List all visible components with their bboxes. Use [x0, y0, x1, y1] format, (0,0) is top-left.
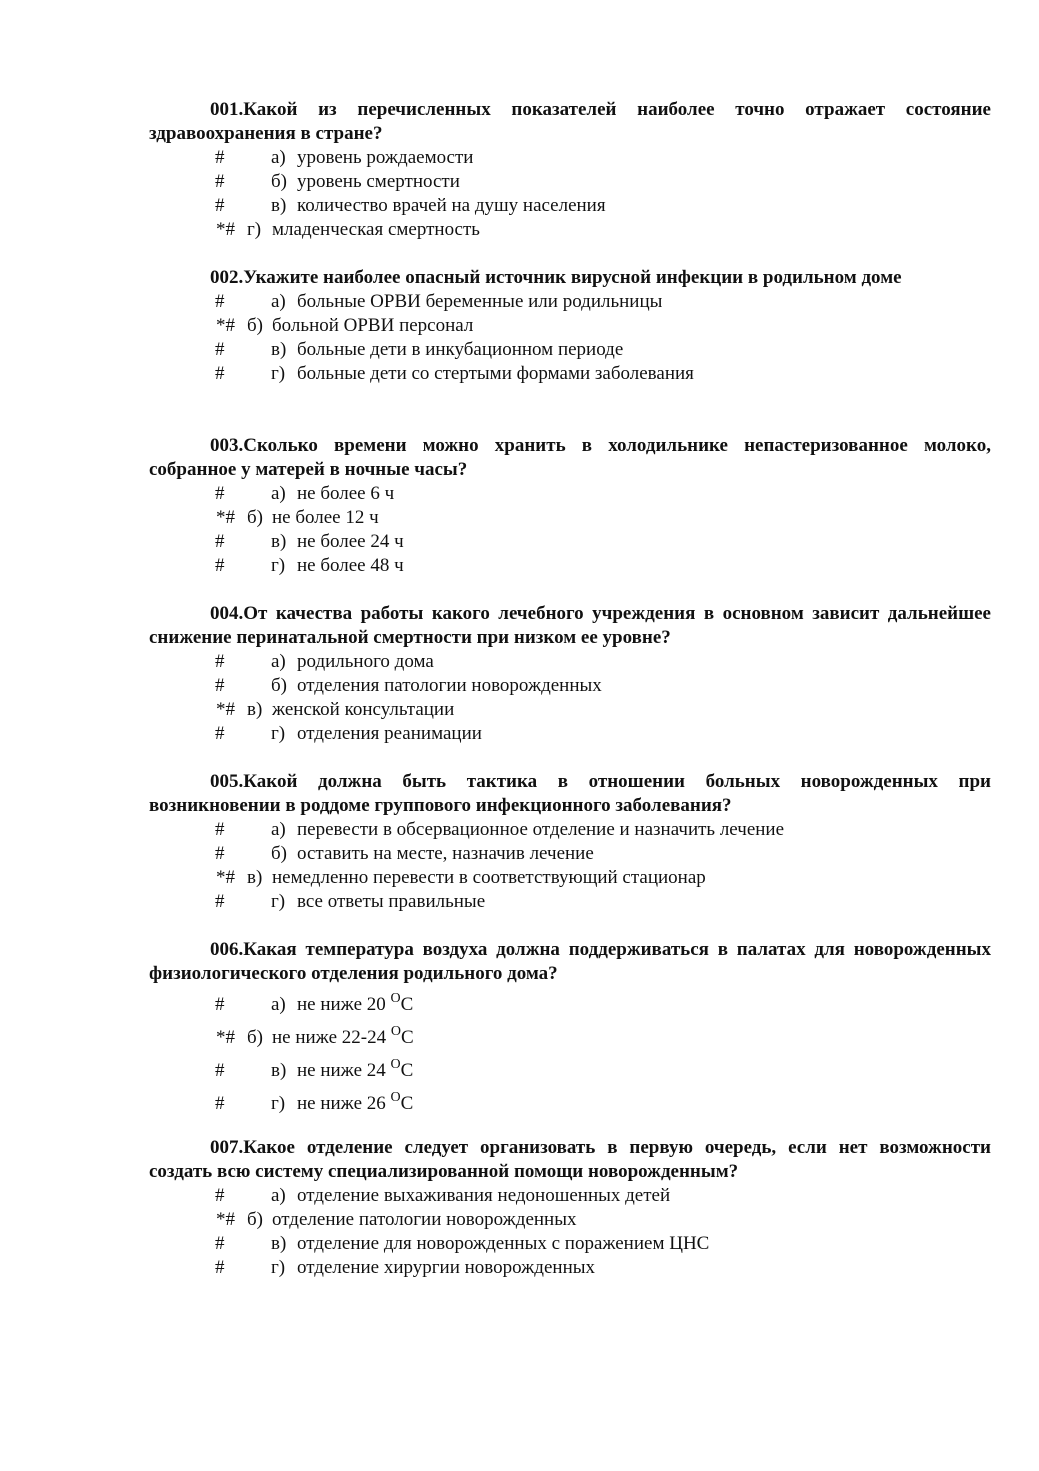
unit-label: C — [400, 994, 414, 1015]
answer-option — [149, 482, 991, 506]
option-letter: г) — [271, 1257, 286, 1278]
option-mark: # — [215, 1233, 225, 1254]
answer-option — [149, 170, 991, 194]
option-letter: в) — [271, 339, 287, 360]
answer-option — [149, 1232, 991, 1256]
answer-option — [149, 722, 991, 746]
option-mark: # — [215, 339, 225, 360]
question-text: 001.Какой из перечисленных показателей наиболее точно отражает состояние здравоохранения в стране? — [149, 99, 991, 144]
option-mark: *# — [216, 315, 235, 336]
option-text: не ниже 26 — [297, 1093, 391, 1114]
question-block — [149, 266, 991, 386]
option-text: уровень смертности — [297, 171, 460, 192]
option-mark: # — [215, 1257, 225, 1278]
option-letter: в) — [271, 531, 287, 552]
option-mark: # — [215, 1185, 225, 1206]
question-block — [149, 602, 991, 746]
option-letter: б) — [247, 507, 263, 528]
answer-option — [149, 290, 991, 314]
option-mark: # — [215, 147, 225, 168]
option-mark: *# — [216, 1209, 235, 1230]
correct-answer-option — [149, 218, 991, 242]
option-text: не более 6 ч — [297, 483, 395, 504]
option-mark: *# — [216, 867, 235, 888]
degree-sign: O — [390, 1090, 401, 1105]
option-text: отделения патологии новорожденных — [297, 675, 602, 696]
option-text: не более 12 ч — [272, 507, 379, 528]
option-letter: в) — [271, 1060, 287, 1081]
option-letter: б) — [247, 315, 263, 336]
answer-option — [149, 1087, 991, 1120]
option-mark: # — [215, 994, 225, 1015]
option-letter: б) — [271, 171, 287, 192]
option-letter: в) — [247, 699, 263, 720]
option-text: родильного дома — [297, 651, 434, 672]
correct-answer-option — [149, 506, 991, 530]
unit-label: C — [400, 1060, 414, 1081]
answer-option — [149, 554, 991, 578]
option-text: не более 24 ч — [297, 531, 404, 552]
option-letter: а) — [271, 291, 286, 312]
option-text: отделение патологии новорожденных — [272, 1209, 577, 1230]
option-letter: а) — [271, 483, 286, 504]
option-text: количество врачей на душу населения — [297, 195, 606, 216]
option-letter: г) — [271, 891, 286, 912]
option-text: немедленно перевести в соответствующий стационар — [272, 867, 706, 888]
option-text-group — [297, 1087, 413, 1120]
option-mark: # — [215, 483, 225, 504]
unit-label: C — [400, 1093, 414, 1114]
question-text: 006.Какая температура воздуха должна поддерживаться в палатах для новорожденных физиологического отделения родильного дома? — [149, 939, 991, 984]
option-text: не ниже 20 — [297, 994, 391, 1015]
option-text: отделение хирургии новорожденных — [297, 1257, 595, 1278]
answer-option — [149, 818, 991, 842]
answer-option — [149, 988, 991, 1021]
option-mark: # — [215, 651, 225, 672]
option-text: больные дети в инкубационном периоде — [297, 339, 624, 360]
question-block — [149, 98, 991, 242]
option-text: женской консультации — [272, 699, 455, 720]
correct-answer-option — [149, 1208, 991, 1232]
option-text: больные ОРВИ беременные или родильницы — [297, 291, 663, 312]
option-text-group — [272, 1021, 414, 1054]
question-block — [149, 434, 991, 578]
answer-option — [149, 674, 991, 698]
question-text: 004.От качества работы какого лечебного учреждения в основном зависит дальнейшее снижение перинатальной смертности при низком ее уровне? — [149, 603, 991, 648]
degree-sign: O — [390, 1057, 401, 1072]
option-mark: *# — [216, 507, 235, 528]
answer-option — [149, 1184, 991, 1208]
answer-option — [149, 650, 991, 674]
option-text-group — [297, 988, 413, 1021]
option-mark: # — [215, 195, 225, 216]
answer-option — [149, 1054, 991, 1087]
correct-answer-option — [149, 698, 991, 722]
degree-sign: O — [390, 991, 401, 1006]
answer-option — [149, 842, 991, 866]
answer-option — [149, 194, 991, 218]
option-mark: # — [215, 291, 225, 312]
option-letter: г) — [247, 219, 262, 240]
option-mark: # — [215, 723, 225, 744]
question-block — [149, 770, 991, 914]
option-letter: а) — [271, 994, 286, 1015]
option-text: все ответы правильные — [297, 891, 486, 912]
correct-answer-option — [149, 1021, 991, 1054]
option-text: не ниже 24 — [297, 1060, 391, 1081]
option-mark: *# — [216, 219, 235, 240]
answer-option — [149, 890, 991, 914]
option-letter: а) — [271, 819, 286, 840]
option-mark: # — [215, 891, 225, 912]
question-text: 002.Укажите наиболее опасный источник вирусной инфекции в родильном доме — [210, 267, 902, 288]
unit-label: C — [400, 1027, 414, 1048]
option-text: больные дети со стертыми формами заболевания — [297, 363, 694, 384]
option-mark: # — [215, 843, 225, 864]
option-letter: б) — [271, 843, 287, 864]
option-text: уровень рождаемости — [297, 147, 474, 168]
option-letter: а) — [271, 1185, 286, 1206]
option-text: не ниже 22-24 — [272, 1027, 391, 1048]
option-text: оставить на месте, назначив лечение — [297, 843, 594, 864]
option-text: отделение для новорожденных с поражением ЦНС — [297, 1233, 710, 1254]
correct-answer-option — [149, 866, 991, 890]
question-text: 005.Какой должна быть тактика в отношении больных новорожденных при возникновении в роддоме группового инфекционного заболевания? — [149, 771, 991, 816]
option-mark: # — [215, 819, 225, 840]
option-mark: # — [215, 555, 225, 576]
option-text: больной ОРВИ персонал — [272, 315, 474, 336]
option-letter: в) — [247, 867, 263, 888]
option-mark: *# — [216, 699, 235, 720]
option-mark: # — [215, 1060, 225, 1081]
option-letter: в) — [271, 1233, 287, 1254]
option-text: отделения реанимации — [297, 723, 482, 744]
question-text: 003.Сколько времени можно хранить в холодильнике непастеризованное молоко, собранное у матерей в ночные часы? — [149, 435, 991, 480]
option-letter: в) — [271, 195, 287, 216]
option-mark: # — [215, 363, 225, 384]
question-block — [149, 938, 991, 1120]
option-mark: # — [215, 171, 225, 192]
option-letter: а) — [271, 147, 286, 168]
answer-option — [149, 338, 991, 362]
option-mark: # — [215, 675, 225, 696]
degree-sign: O — [390, 1024, 401, 1039]
option-mark: # — [215, 1093, 225, 1114]
option-letter: б) — [271, 675, 287, 696]
option-mark: *# — [216, 1027, 235, 1048]
option-letter: б) — [247, 1209, 263, 1230]
question-text: 007.Какое отделение следует организовать в первую очередь, если нет возможности создать всю систему специализированной помощи новорожденным? — [149, 1137, 991, 1182]
option-text-group — [297, 1054, 413, 1087]
option-text: отделение выхаживания недоношенных детей — [297, 1185, 671, 1206]
option-letter: г) — [271, 363, 286, 384]
option-letter: а) — [271, 651, 286, 672]
option-letter: б) — [247, 1027, 263, 1048]
question-block — [149, 1136, 991, 1280]
option-mark: # — [215, 531, 225, 552]
correct-answer-option — [149, 314, 991, 338]
test-document — [149, 98, 991, 1280]
answer-option — [149, 362, 991, 386]
option-letter: г) — [271, 723, 286, 744]
option-text: младенческая смертность — [272, 219, 480, 240]
answer-option — [149, 146, 991, 170]
option-text: перевести в обсервационное отделение и назначить лечение — [297, 819, 785, 840]
option-letter: г) — [271, 1093, 286, 1114]
option-text: не более 48 ч — [297, 555, 404, 576]
answer-option — [149, 530, 991, 554]
option-letter: г) — [271, 555, 286, 576]
answer-option — [149, 1256, 991, 1280]
